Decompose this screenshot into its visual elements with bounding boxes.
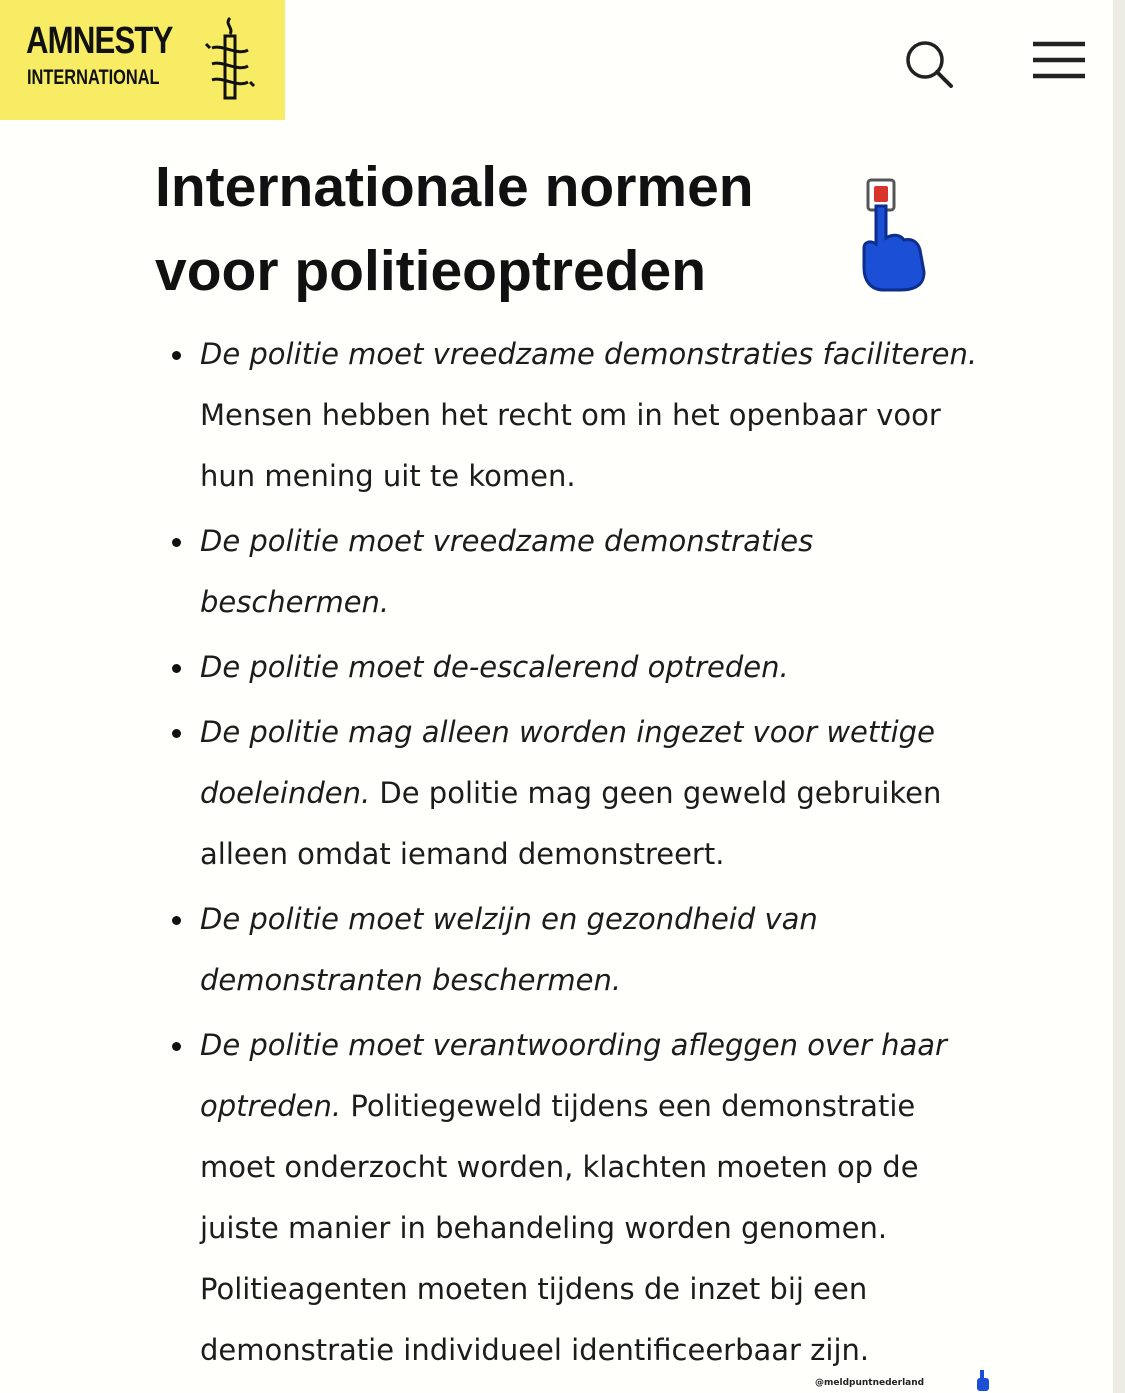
list-item [160,637,990,698]
title-line-2: voor politieoptreden [155,239,707,303]
pointing-hand-icon [976,1370,990,1392]
norm-text: De politie mag geen geweld gebruiken alleen omdat iemand demonstreert. [200,776,942,871]
logo-wordmark-amnesty: AMNESTY [26,20,173,62]
page-edge [1113,0,1125,1393]
norm-emphasis: De politie moet welzijn en gezondheid van demonstranten beschermen. [200,902,818,997]
candle-barbed-wire-icon [200,14,260,104]
menu-button[interactable] [1030,38,1088,82]
title-line-1: Internationale normen [155,155,754,219]
pointing-hand-button-icon [856,176,928,294]
page-title [155,145,855,313]
norm-text: Politiegeweld tijdens een demonstratie moet onderzocht worden, klachten moeten op de juiste manier in behandeling worden genomen. Politieagenten moeten tijdens de inzet bij een demonstratie individueel identificeerbaar zijn. [200,1089,919,1367]
norm-emphasis: De politie moet vreedzame demonstraties beschermen. [200,524,814,619]
logo-wordmark-international: INTERNATIONAL [27,66,160,89]
norm-text: Mensen hebben het recht om in het openbaar voor hun mening uit te komen. [200,398,941,493]
watermark: @meldpuntnederland [815,1378,925,1388]
search-button[interactable] [900,38,956,90]
list-item [160,1015,990,1381]
norm-emphasis: De politie moet vreedzame demonstraties faciliteren. [200,337,978,371]
list-item [160,324,990,507]
search-icon [900,38,956,90]
list-item [160,702,990,885]
norm-emphasis: De politie moet verantwoording afleggen over haar optreden. [200,1028,947,1123]
amnesty-logo[interactable] [0,0,285,120]
list-item [160,511,990,633]
list-item [160,889,990,1011]
norm-emphasis: De politie moet de-escalerend optreden. [200,650,789,684]
hamburger-menu-icon [1030,38,1088,82]
norm-emphasis: De politie mag alleen worden ingezet voor wettige doeleinden. [200,715,935,810]
norms-list [160,324,990,1385]
